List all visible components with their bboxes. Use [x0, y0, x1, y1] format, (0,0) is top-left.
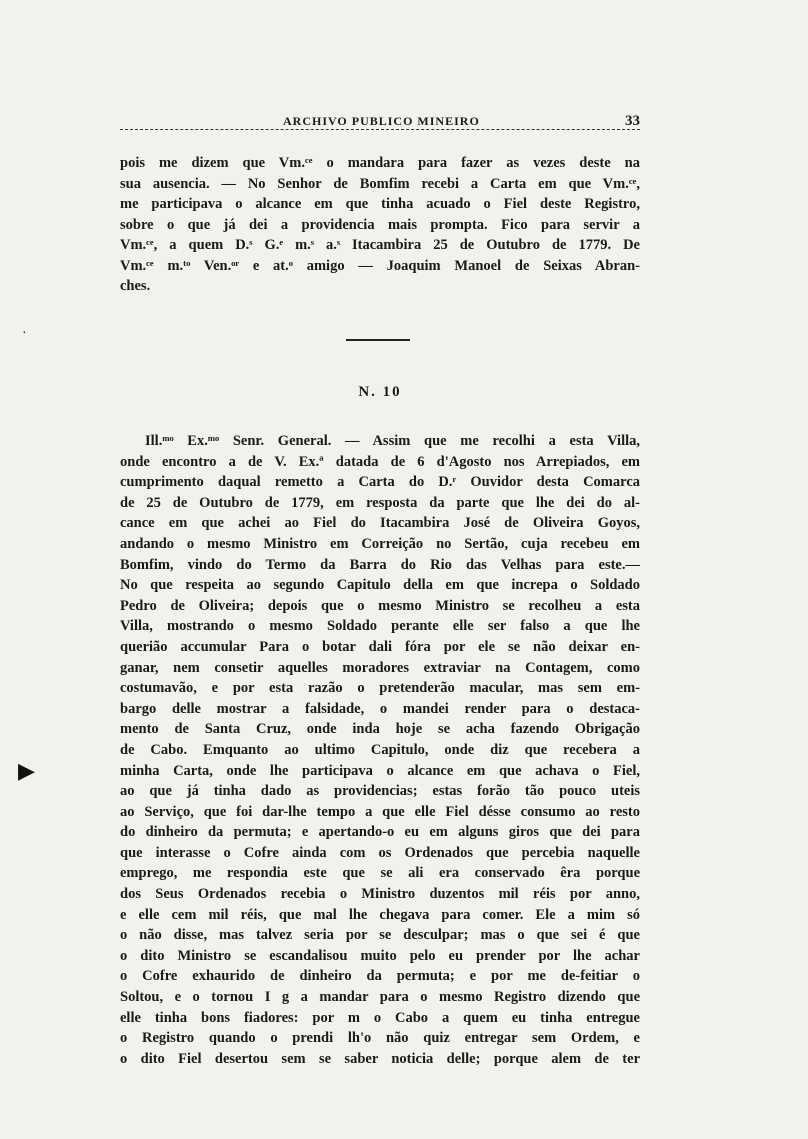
text-line: sua ausencia. — No Senhor de Bomfim recebi a Carta em que Vm.ᶜᵉ,: [120, 175, 640, 192]
text-line: Soltou, e o tornou I g a mandar para o mesmo Registro dizendo que: [120, 989, 640, 1006]
running-head: [120, 113, 640, 130]
text-line: e elle cem mil réis, que mal lhe chegava para comer. Ele a mim só: [120, 906, 640, 923]
text-line: bargo delle mostrar a falsidade, o mandei render para o destaca-: [120, 700, 640, 717]
text-line: costumavão, e por esta razão o pretenderão macular, mas sem em-: [120, 680, 640, 697]
text-line: Bomfim, vindo do Termo da Barra do Rio das Velhas para este.—: [120, 556, 640, 573]
text-line: minha Carta, onde lhe participava o alcance em que achava o Fiel,: [120, 762, 640, 779]
page-number: 33: [625, 113, 640, 129]
text-line: ao que já tinha dado as providencias; estas forão tão pouco uteis: [120, 783, 640, 800]
header-rule: [120, 129, 640, 130]
text-line: cumprimento daqual remetto a Carta do D.ʳ Ouvidor desta Comarca: [120, 474, 640, 491]
text-line: elle tinha bons fiadores: por m o Cabo a quem eu tinha entregue: [120, 1009, 640, 1026]
document-number: N. 10: [358, 384, 402, 400]
text-line: o Cofre exhaurido de dinheiro da permuta; e por me de-feitiar o: [120, 968, 640, 985]
text-line: ao Serviço, que foi dar-lhe tempo a que elle Fiel désse consumo ao resto: [120, 803, 640, 820]
paragraph-letter-closing: [120, 153, 640, 297]
text-line: de 25 de Outubro de 1779, em resposta da parte que lhe dei do al-: [120, 494, 640, 511]
text-line: onde encontro a de V. Ex.ª datada de 6 d'Agosto nos Arrepiados, em: [120, 453, 640, 470]
text-line: Ill.ᵐᵒ Ex.ᵐᵒ Senr. General. — Assim que me recolhi a esta Villa,: [145, 433, 640, 449]
text-line: Vm.ᶜᵉ m.ᵗᵒ Ven.ᵒʳ e at.ᵒ amigo — Joaquim Manoel de Seixas Abran-: [120, 257, 640, 274]
text-line: mento de Santa Cruz, onde inda hoje se acha fazendo Obrigação: [120, 721, 640, 738]
text-line: ches.: [120, 278, 151, 294]
section-divider: [346, 339, 410, 341]
text-line: Vm.ᶜᵉ, a quem D.ˢ G.ᵉ m.ˢ a.ˢ Itacambira 25 de Outubro de 1779. De: [120, 237, 640, 253]
running-title: ARCHIVO PUBLICO MINEIRO: [283, 114, 480, 128]
text-line: querião accumular Para o botar dali fóra por ele se não deixar en-: [120, 638, 640, 655]
text-line: pois me dizem que Vm.ᶜᵉ o mandara para fazer as vezes deste na: [120, 155, 640, 171]
text-line: o dito Ministro se escandalisou muito pelo eu prender por lhe achar: [120, 947, 640, 964]
text-line: que interasse o Cofre ainda com os Ordenados que percebia naquelle: [120, 844, 640, 861]
text-line: sobre o que já dei a providencia mais prompta. Fico para servir a: [120, 216, 640, 233]
text-line: Pedro de Oliveira; depois que o mesmo Ministro se recolheu a esta: [120, 597, 640, 614]
paragraph-letter-body: [120, 431, 640, 1069]
text-line: o dito Fiel desertou sem se saber noticia delle; porque alem de ter: [120, 1050, 640, 1067]
text-line: me participava o alcance em que tinha acuado o Fiel deste Registro,: [120, 196, 640, 212]
margin-arrow-icon: ▶: [18, 758, 35, 783]
text-line: o não disse, mas talvez seria por se desculpar; mas o que sei é que: [120, 927, 640, 944]
text-line: o Registro quando o prendi lh'o não quiz entregar sem Ordem, e: [120, 1030, 640, 1047]
text-line: do dinheiro da permuta; e apertando-o eu em alguns giros que dei para: [120, 824, 640, 841]
text-line: de Cabo. Emquanto ao ultimo Capitulo, onde diz que recebera a: [120, 741, 640, 758]
text-line: Villa, mostrando o mesmo Soldado perante elle ser falso a que lhe: [120, 618, 640, 635]
text-line: No que respeita ao segundo Capitulo della em que increpa o Soldado: [120, 577, 640, 594]
text-line: cance em que achei ao Fiel do Itacambira José de Oliveira Goyos,: [120, 515, 640, 532]
text-line: dos Seus Ordenados recebia o Ministro duzentos mil réis por anno,: [120, 886, 640, 903]
text-line: emprego, me respondia este que se ali era conservado êra porque: [120, 865, 640, 882]
text-line: andando o mesmo Ministro em Correição no Sertão, cuja recebeu em: [120, 535, 640, 552]
text-line: ganar, nem consetir aquelles moradores extraviar na Contagem, como: [120, 659, 640, 676]
margin-dot-mark: ·: [22, 326, 27, 341]
